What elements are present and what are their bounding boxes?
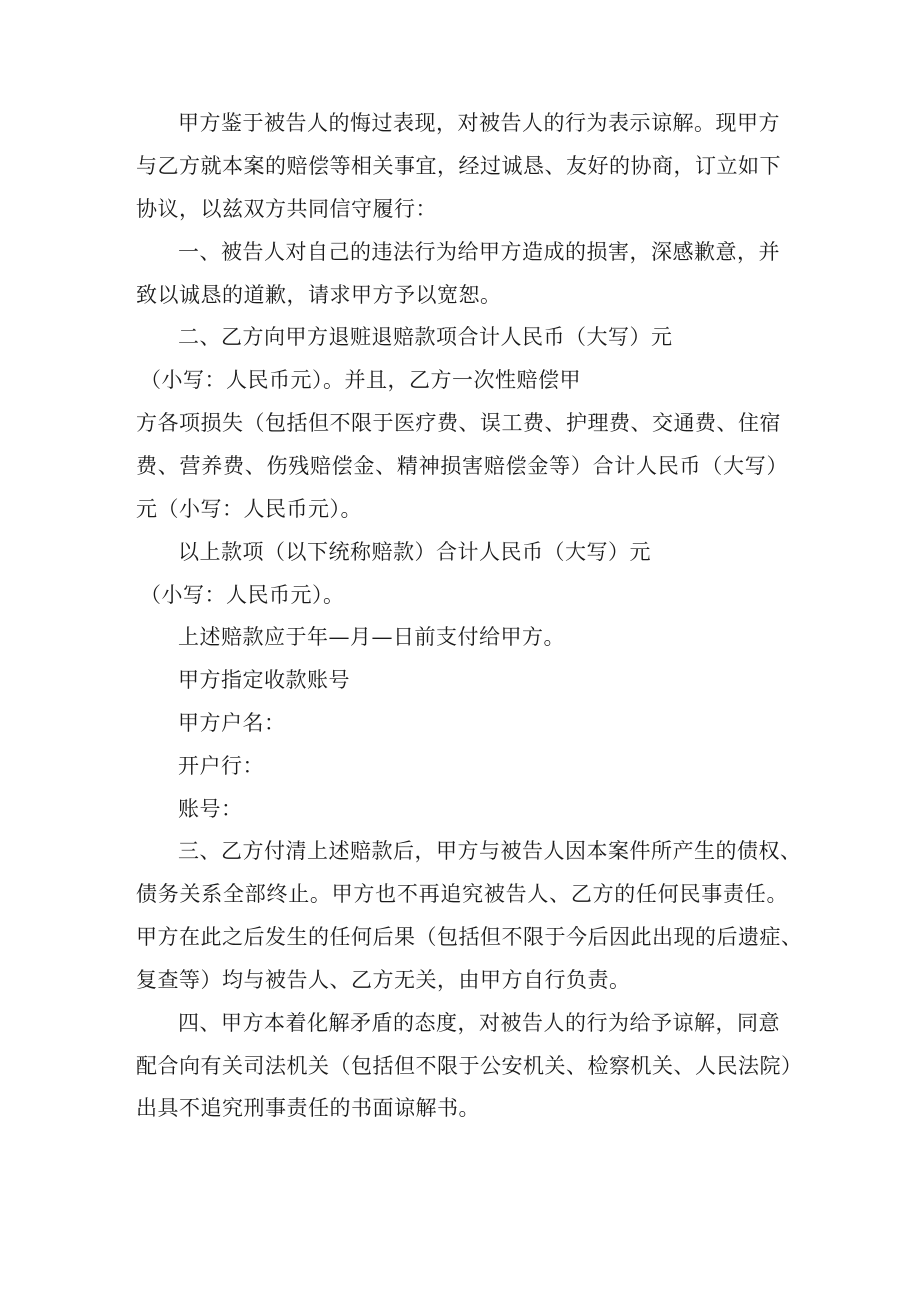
clause-4-line-3: 出具不追究刑事责任的书面谅解书。 <box>136 1096 480 1120</box>
paragraph-4-line-2: （小写：人民币元）。 <box>140 583 345 607</box>
clause-3-line-2: 债务关系全部终止。甲方也不再追究被告人、乙方的任何民事责任。 <box>136 882 788 906</box>
payment-deadline: 上述赔款应于年—月—日前支付给甲方。 <box>178 625 565 649</box>
paragraph-3-line-4: 费、营养费、伤残赔偿金、精神损害赔偿金等）合计人民币（大写） <box>136 454 788 478</box>
bank-label: 开户行： <box>178 754 264 778</box>
paragraph-4-line-1: 以上款项（以下统称赔款）合计人民币（大写）元 <box>178 540 651 564</box>
paragraph-2-line-1: 一、被告人对自己的违法行为给甲方造成的损害，深感歉意，并 <box>178 240 780 264</box>
paragraph-1-line-1: 甲方鉴于被告人的悔过表现，对被告人的行为表示谅解。现甲方 <box>178 111 780 135</box>
paragraph-1-line-2: 与乙方就本案的赔偿等相关事宜，经过诚恳、友好的协商，订立如下 <box>136 154 781 178</box>
clause-4-line-1: 四、甲方本着化解矛盾的态度，对被告人的行为给予谅解，同意 <box>178 1011 780 1035</box>
paragraph-1-line-3: 协议，以兹双方共同信守履行： <box>136 197 437 221</box>
paragraph-3-line-1: 二、乙方向甲方退赃退赔款项合计人民币（大写）元 <box>178 325 673 349</box>
paragraph-2-line-2: 致以诚恳的道歉，请求甲方予以宽恕。 <box>136 283 502 307</box>
account-name-label: 甲方户名： <box>178 711 286 735</box>
account-heading: 甲方指定收款账号 <box>178 668 350 692</box>
clause-3-line-3: 甲方在此之后发生的任何后果（包括但不限于今后因此出现的后遗症、 <box>136 925 803 949</box>
paragraph-3-line-2: （小写：人民币元）。并且，乙方一次性赔偿甲 <box>140 368 581 392</box>
clause-3-line-1: 三、乙方付清上述赔款后，甲方与被告人因本案件所产生的债权、 <box>178 839 802 863</box>
paragraph-3-line-3: 方各项损失（包括但不限于医疗费、误工费、护理费、交通费、住宿 <box>136 411 781 435</box>
paragraph-3-line-5: 元（小写：人民币元）。 <box>136 497 362 521</box>
account-number-label: 账号： <box>178 797 243 821</box>
clause-4-line-2: 配合向有关司法机关（包括但不限于公安机关、检察机关、人民法院） <box>136 1054 803 1078</box>
clause-3-line-4: 复查等）均与被告人、乙方无关，由甲方自行负责。 <box>136 968 631 992</box>
